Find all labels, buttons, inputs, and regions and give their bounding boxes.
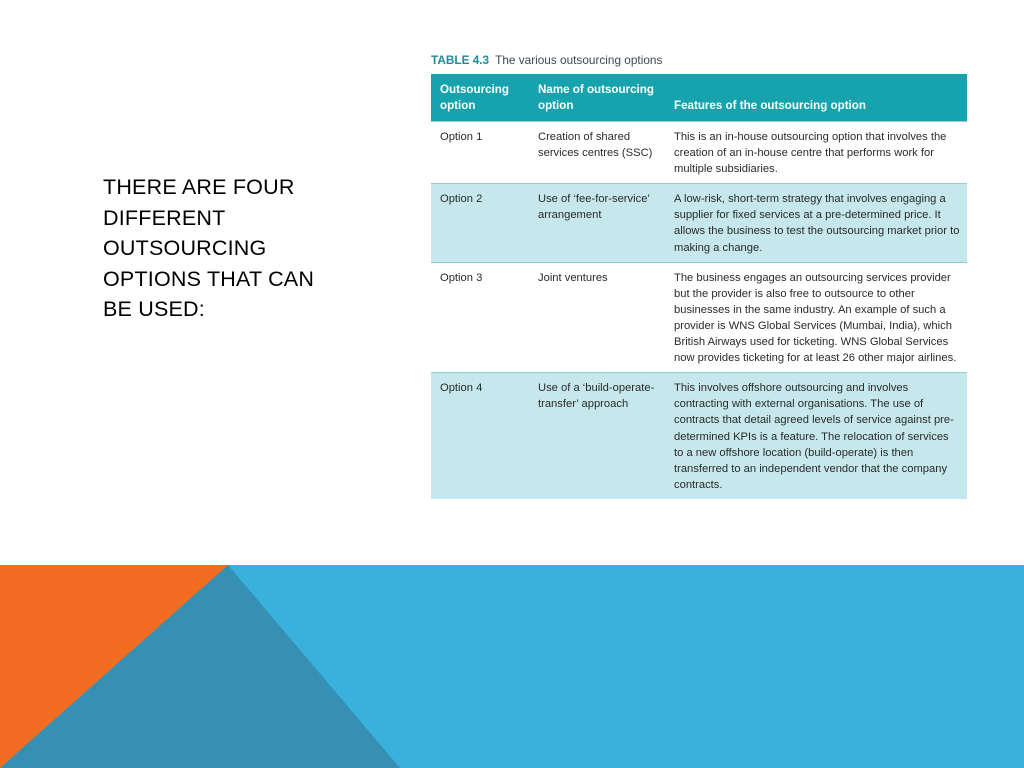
- table-row: [431, 373, 967, 499]
- header-name-of-option: Name of outsourcing option: [529, 74, 665, 122]
- table-row: [431, 122, 967, 184]
- cell-features: This involves offshore outsourcing and involves contracting with external organisations. The use of contracts that detail agreed levels of service against pre-determined KPIs is a feature. The relocation of services to a new offshore location (build-operate) is then transferred to an independent vendor that the company contracts.: [665, 373, 967, 499]
- cell-features: A low-risk, short-term strategy that involves engaging a supplier for fixed services at a pre-determined price. It allows the business to test the outsourcing market prior to making a change.: [665, 184, 967, 262]
- cell-features: The business engages an outsourcing services provider but the provider is also free to outsource to other businesses in the same industry. An example of such a provider is WNS Global Services (Mumbai, India), which British Airways used for ticketing. WNS Global Services now provides ticketing for at least 26 other major airlines.: [665, 262, 967, 373]
- cell-name: Use of a ‘build-operate-transfer’ approach: [529, 373, 665, 499]
- cell-name: Creation of shared services centres (SSC): [529, 122, 665, 184]
- cell-option: Option 1: [431, 122, 529, 184]
- cell-name: Joint ventures: [529, 262, 665, 373]
- table-row: [431, 262, 967, 373]
- header-outsourcing-option: Outsourcing option: [431, 74, 529, 122]
- table-title: The various outsourcing options: [495, 53, 663, 67]
- table-header-row: [431, 74, 967, 122]
- cell-name: Use of ‘fee-for-service’ arrangement: [529, 184, 665, 262]
- decorative-bottom-band: [0, 565, 1024, 768]
- cell-option: Option 2: [431, 184, 529, 262]
- slide-heading: THERE ARE FOUR DIFFERENT OUTSOURCING OPTIONS THAT CAN BE USED:: [103, 175, 315, 321]
- header-features: Features of the outsourcing option: [665, 74, 967, 122]
- table-row: [431, 184, 967, 262]
- cell-option: Option 3: [431, 262, 529, 373]
- table-number: TABLE 4.3: [431, 53, 490, 67]
- cell-option: Option 4: [431, 373, 529, 499]
- outsourcing-options-table: [431, 74, 967, 499]
- cell-features: This is an in-house outsourcing option that involves the creation of an in-house centre that performs work for multiple subsidiaries.: [665, 122, 967, 184]
- table-caption: [431, 53, 662, 67]
